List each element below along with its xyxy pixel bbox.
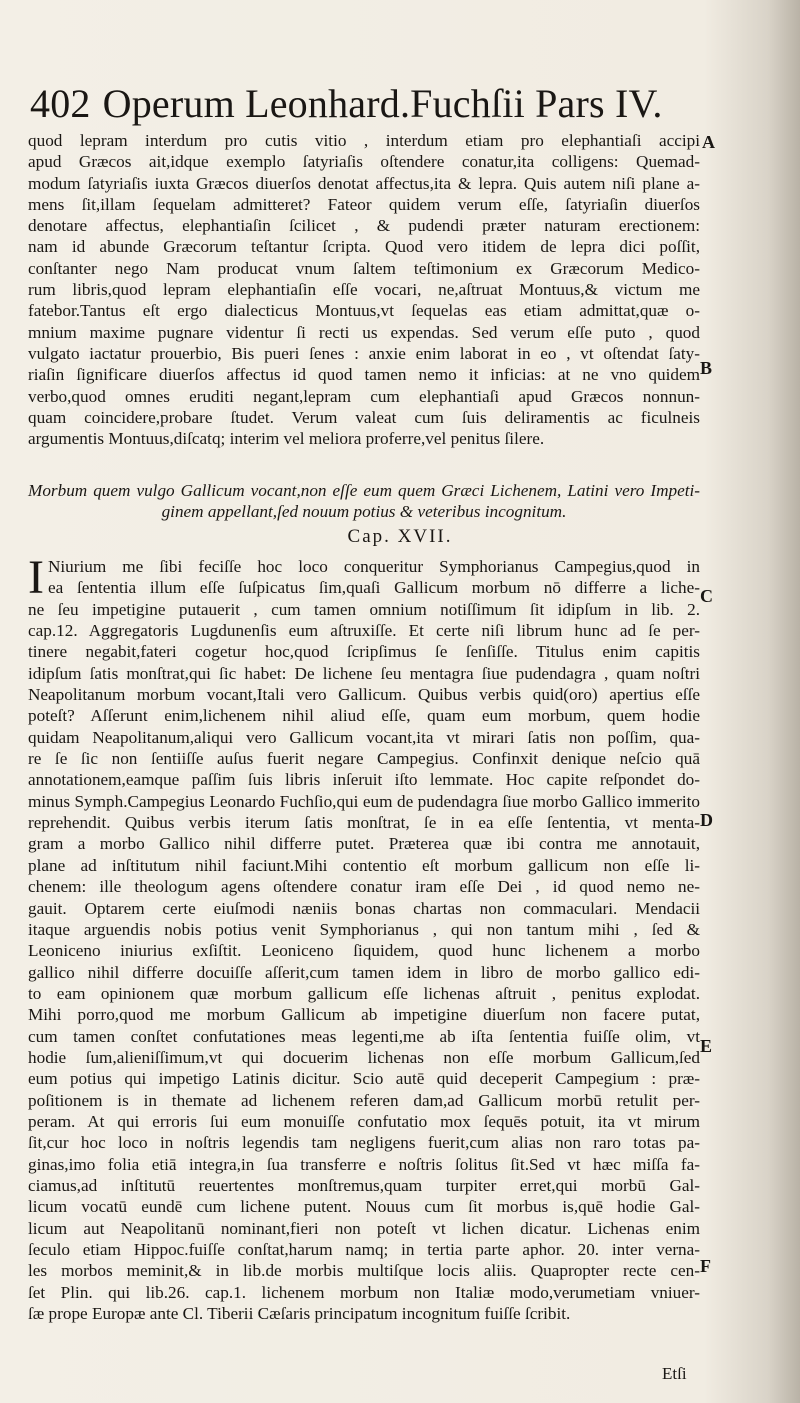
margin-letter-d: D <box>700 810 713 830</box>
text-line: licum aut Neapolitanū nominant,fieri non poteſt vt lichen dicatur. Lichenas enim <box>28 1218 700 1238</box>
text-line: rum libris,quod lepram elephantiaſin eſſe vocari, ne,aſtruat Montuus,& victum me <box>28 280 700 300</box>
text-line: argumentis Montuus,diſcatq; interim vel meliora proferre,vel penitus ſilere. <box>28 429 545 449</box>
text-line: peram. At qui erroris ſui eum monuiſſe confutatio mox ſequēs potuit, ita vt mirum <box>28 1111 700 1131</box>
text-line: Niurium me ſibi feciſſe hoc loco conqueritur Symphorianus Campegius,quod in <box>47 557 700 576</box>
section-2-text <box>28 551 700 1324</box>
text-line: licum vocatū eundē cum lichene putent. Nouus cum ſit morbus is,quē hodie Gal- <box>28 1197 700 1217</box>
drop-cap: I <box>28 551 44 604</box>
margin-letter-e: E <box>700 1036 713 1056</box>
text-line: poteſt? Aſſerunt enim,lichenem nihil aliud eſſe, quam eum morbum, quem hodie <box>28 706 700 726</box>
text-line: chenem: ille theologum agens oſtendere conatur iram eſſe Dei , id quod nemo ne- <box>28 877 700 897</box>
text-line: riaſin ſignificare diuerſos affectus id quod tamen nemo it inficias: at ne vno quidem <box>28 365 700 385</box>
text-line: ſet Plin. qui lib.26. cap.1. lichenem morbum non Italiæ modo,verumetiam vniuer- <box>28 1282 700 1302</box>
text-line: annotationem,eamque paſſim ſuis libris inſeruit iſto lemmate. Hoc capite reſpondet do- <box>28 770 700 790</box>
margin-letter-b: B <box>700 358 713 378</box>
text-line: vulgato iactatur prouerbio, Bis pueri ſenes : anxie enim laborat in eo , vt oſtendat ſaty- <box>28 343 700 363</box>
text-line: conſtanter nego Nam producat vnum ſaltem teſtimonium ex Græcorum Medico- <box>28 258 700 278</box>
text-line: fatebor.Tantus eſt ergo dialecticus Montuus,vt ſequelas eas etiam admittat,quæ o- <box>28 301 700 321</box>
text-line: gauit. Optarem certe eiuſmodi næniis bonas chartas non commaculari. Mendacii <box>28 898 700 918</box>
text-line: quidam Neapolitanum,aliqui vero Gallicum vocant,ita vt mirari ſatis non poſſim, qua- <box>28 727 700 747</box>
text-line: quod lepram interdum pro cutis vitio , interdum etiam pro elephantiaſi accipi <box>28 131 700 150</box>
text-line: mens ſit,illam ſequelam admitteret? Fateor quidem verum eſſe, ſatyriaſin diuerſos <box>28 194 700 214</box>
rubric-line-1: Morbum quem vulgo Gallicum vocant,non eſſe eum quem Græci Lichenem, Latini vero Impeti- <box>28 481 700 500</box>
text-line: Leoniceno iniurius exſiſtit. Leoniceno ſiquidem, quod hunc lichenem a morbo <box>28 941 700 961</box>
chapter-heading: Cap. XVII. <box>347 526 453 547</box>
text-line: idipſum ſatis monſtrat,qui ſic habet: De lichene ſeu mentagra ſiue pudendagra , quam noſtri <box>28 663 700 683</box>
margin-letter-c: C <box>700 586 713 606</box>
margin-letter-f: F <box>700 1256 711 1276</box>
text-line: to eam opinionem quæ morbum gallicum eſſe lichenas aſtruit , penitus explodat. <box>28 983 700 1003</box>
text-line: modum ſatyriaſis iuxta Græcos diuerſos denotat affectus,ita & lepra. Quis autem niſi plane a- <box>28 173 700 193</box>
text-line: Mihi porro,quod me morbum Gallicum ab impetigine diuerſum non facere putat, <box>28 1005 700 1025</box>
text-line: cum tamen conſtet confutationes meas legenti,me ab iſta ſententia fuiſſe olim, vt <box>28 1026 700 1046</box>
text-line: Neapolitanum morbum vocant,Itali vero Gallicum. Quibus verbis quid(oro) apertius eſſe <box>28 685 700 705</box>
text-line: ſit,cur hoc loco in noſtris legendis tam negligens fuerit,cum alias non raro totas pa- <box>28 1133 700 1153</box>
page-number: 402 <box>30 81 91 126</box>
text-line: cap.12. Aggregatoris Lugdunenſis eum aſtruxiſſe. Et certe niſi librum hunc ad ſe per- <box>28 621 700 641</box>
text-line: reprehendit. Quibus verbis iterum ſatis monſtrat, ſe in ea eſſe ſententia, vt menta- <box>28 813 700 833</box>
text-line: poſitionem is in themate ad lichenem referen dam,ad Gallicum morbū retulit per- <box>28 1090 700 1110</box>
text-line: ſæ prope Europæ ante Cl. Tiberii Cæſaris principatum incognitum fuiſſe ſcribit. <box>28 1304 571 1324</box>
text-line: mnium maxime pugnare videntur ſi recti us expendas. Sed verum eſſe puto , quod <box>28 322 700 342</box>
text-line: ſeculo etiam Hippoc.fuiſſe conſtat,harum namq; in tertia parte aphor. 20. inter verna- <box>28 1240 700 1259</box>
text-line: les morbos meminit,& in lib.de morbis multiſque locis aliis. Quapropter recte cen- <box>28 1261 700 1281</box>
text-line: re ſe ſic non ſentiiſſe auſus fuerit negare Campegius. Confinxit denique neſcio quā <box>28 749 700 769</box>
text-line: apud Græcos ait,idque exemplo ſatyriaſis oſtendere conatur,ita colligens: Quemad- <box>28 152 700 172</box>
text-line: nam id abunde Græcorum teſtantur ſcripta. Quod vero itidem de lepra dici poſſit, <box>28 237 700 257</box>
running-header <box>30 80 690 128</box>
catchword: Etſi <box>662 1364 687 1383</box>
text-line: itaque arguendis nobis potius venit Symphorianus , qui non tantum mihi , ſed & <box>28 919 700 939</box>
text-line: hodie ſum,alieniſſimum,vt qui docuerim lichenas non eſſe morbum Gallicum,ſed <box>28 1047 700 1067</box>
section-1-text <box>28 130 700 449</box>
text-line: gram a morbo Gallico nihil differre putet. Præterea quæ ibi contra me annotauit, <box>28 834 700 854</box>
running-title: Operum Leonhard.Fuchſii Pars IV. <box>102 81 663 126</box>
chapter-rubric <box>28 480 700 523</box>
text-line: verbo,quod omnes eruditi negant,lepram cum elephantiaſi apud Græcos nonnun- <box>28 386 700 406</box>
text-line: ciamus,ad inſtitutū reuertentes monſtremus,quam turpiter erret,qui morbū Gal- <box>28 1175 700 1195</box>
text-line: tinere negabit,fateri cogetur hoc,quod ſcripſimus ſe ſenſiſſe. Titulus enim capitis <box>28 642 700 662</box>
margin-letter-a: A <box>702 132 715 152</box>
text-line: plane ad inſtitutum nihil faciunt.Mihi contentio eſt morbum gallicum non eſſe li- <box>28 855 700 875</box>
text-line: denotare affectus, elephantiaſin ſcilicet , & pudendi præter naturam erectionem: <box>28 216 700 236</box>
text-line: ne ſeu impetigine putauerit , cum tamen omnium notiſſimum ſit idipſum in lib. 2. <box>28 599 700 619</box>
text-line: minus Symph.Campegius Leonardo Fuchſio,qui eum de pudendagra ſiue morbo Gallico immerito <box>28 791 700 811</box>
text-line: gallico nihil differre docuiſſe aſſerit,cum tamen idem in libro de morbo gallico edi- <box>28 962 700 982</box>
rubric-line-2: ginem appellant,ſed nouum potius & veteribus incognitum. <box>161 502 567 522</box>
text-line: eum potius qui impetigo Latinis dicitur. Scio autē quid deceperit Campegium : præ- <box>28 1069 700 1089</box>
text-line: ea ſententia illum eſſe ſuſpicatus ſim,quaſi Gallicum morbum nō differre a liche- <box>47 578 700 598</box>
text-line: ginas,imo folia etiā integra,in ſua transferre e noſtris ſolitus ſit.Sed vt hæc miſſa fa- <box>28 1154 700 1174</box>
text-line: quam coincidere,probare ſtudet. Verum valeat cum ſuis deliramentis ac ficulneis <box>28 407 700 427</box>
